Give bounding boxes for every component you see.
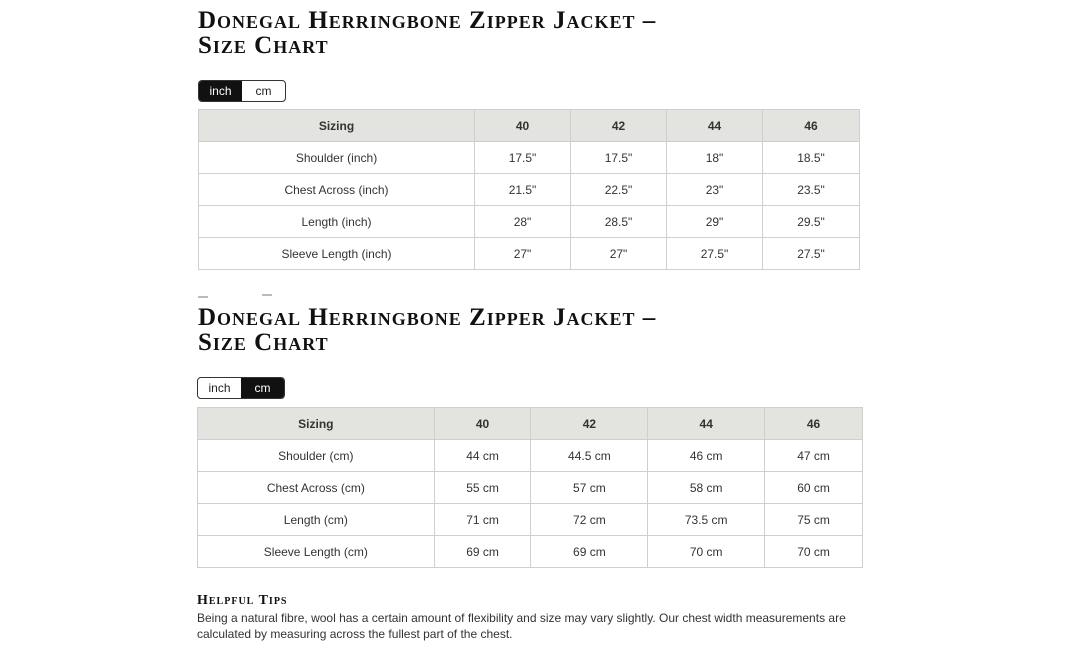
table-cell: 44.5 cm [531,440,648,472]
table-cell: 29.5" [763,206,860,238]
unit-inch-button[interactable]: inch [208,381,231,395]
table-row [199,174,860,206]
table-cell: 27" [475,238,571,270]
header-size-42: 42 [571,110,667,142]
table-cell: 58 cm [648,472,765,504]
table-cell: 44 cm [434,440,531,472]
row-label: Sleeve Length (inch) [199,238,475,270]
row-label: Shoulder (cm) [198,440,435,472]
size-chart-table-inch [198,109,860,270]
table-cell: 71 cm [434,504,531,536]
table-row [199,142,860,174]
table-cell: 28.5" [571,206,667,238]
unit-cm-button[interactable]: cm [241,378,284,398]
row-label: Shoulder (inch) [199,142,475,174]
tips-line-1: Being a natural fibre, wool has a certain amount of flexibility and size may vary slightly. Our chest width measurements are [197,611,846,625]
table-cell: 29" [667,206,763,238]
header-size-42: 42 [531,408,648,440]
table-cell: 27.5" [763,238,860,270]
table-row [199,206,860,238]
table-cell: 18" [667,142,763,174]
table-cell: 69 cm [434,536,531,568]
header-size-44: 44 [648,408,765,440]
table-cell: 21.5" [475,174,571,206]
header-sizing: Sizing [199,110,475,142]
header-sizing: Sizing [198,408,435,440]
table-row [198,536,863,568]
table-cell: 70 cm [648,536,765,568]
row-label: Sleeve Length (cm) [198,536,435,568]
size-chart-title-cm: Donegal Herringbone Zipper Jacket – Size Chart [198,304,657,356]
size-chart-title-inch: Donegal Herringbone Zipper Jacket – Size Chart [198,7,657,59]
table-cell: 75 cm [765,504,863,536]
header-size-46: 46 [763,110,860,142]
table-cell: 17.5" [475,142,571,174]
table-cell: 60 cm [765,472,863,504]
size-chart-table-cm [197,407,863,568]
table-cell: 72 cm [531,504,648,536]
table-row [198,504,863,536]
unit-toggle-inch[interactable] [198,80,286,102]
table-cell: 73.5 cm [648,504,765,536]
table-cell: 70 cm [765,536,863,568]
header-size-40: 40 [475,110,571,142]
table-cell: 57 cm [531,472,648,504]
table-row [199,238,860,270]
table-cell: 28" [475,206,571,238]
table-header-row [199,110,860,142]
table-cell: 47 cm [765,440,863,472]
table-row [198,472,863,504]
header-size-44: 44 [667,110,763,142]
table-cell: 46 cm [648,440,765,472]
row-label: Length (inch) [199,206,475,238]
table-cell: 27.5" [667,238,763,270]
table-cell: 23" [667,174,763,206]
helpful-tips-heading: Helpful Tips [197,593,288,608]
helpful-tips-text [197,610,877,642]
cropped-text-remnant [198,294,278,298]
header-size-46: 46 [765,408,863,440]
row-label: Chest Across (cm) [198,472,435,504]
unit-cm-button[interactable]: cm [255,84,272,98]
table-row [198,440,863,472]
unit-inch-button[interactable]: inch [199,81,242,101]
unit-toggle-cm[interactable] [197,377,285,399]
table-cell: 18.5" [763,142,860,174]
table-cell: 55 cm [434,472,531,504]
row-label: Chest Across (inch) [199,174,475,206]
header-size-40: 40 [434,408,531,440]
table-header-row [198,408,863,440]
table-cell: 69 cm [531,536,648,568]
row-label: Length (cm) [198,504,435,536]
table-cell: 23.5" [763,174,860,206]
tips-line-2: calculated by measuring across the fullest part of the chest. [197,627,513,641]
table-cell: 27" [571,238,667,270]
table-cell: 22.5" [571,174,667,206]
table-cell: 17.5" [571,142,667,174]
